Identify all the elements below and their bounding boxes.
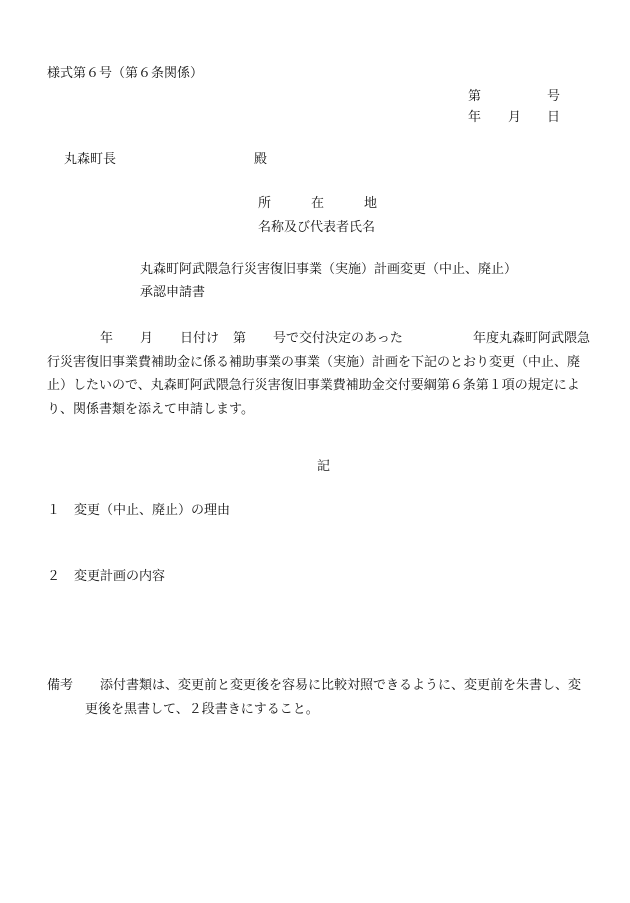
remarks-line-1 [47, 679, 581, 692]
body-line-2: 行災害復旧事業費補助金に係る補助事業の事業（実施）計画を下記のとおり変更（中止、廃 [47, 354, 581, 370]
body-fiscal-year: 年度丸森町阿武隈急 [473, 331, 591, 346]
date-month: 月 [508, 110, 522, 125]
body-line-3: 止）したいので、丸森町阿武隈急行災害復旧事業費補助金交付要綱第６条第１項の規定によ [47, 378, 580, 393]
body-date-label: 日付け [180, 331, 220, 346]
remarks-line-2: 更後を黒書して、２段書きにすること。 [85, 702, 319, 717]
item-2 [47, 570, 165, 583]
doc-number-prefix: 第 [468, 89, 482, 104]
remarks-label: 備考 [47, 678, 74, 693]
addressee-honorific: 殿 [254, 152, 268, 167]
form-number: 様式第６号（第６条関係） [47, 66, 204, 81]
addressee-name: 丸森町長 [64, 152, 117, 167]
body-line-4: り、関係書類を添えて申請します。 [47, 401, 254, 417]
date-year: 年 [468, 110, 482, 125]
document-title-line-2: 承認申請書 [140, 285, 206, 300]
applicant-name-label: 名称及び代表者氏名 [258, 220, 376, 235]
location-char-3: 地 [364, 196, 378, 211]
item-1-number: １ [47, 503, 61, 518]
body-year: 年 [100, 331, 114, 346]
body-line-1 [47, 327, 603, 351]
item-2-number: ２ [47, 569, 61, 584]
addressee [64, 152, 268, 167]
document-title-line-1: 丸森町阿武隈急行災害復旧事業（実施）計画変更（中止、廃止） [140, 262, 518, 277]
application-body [47, 327, 603, 421]
location-char-1: 所 [258, 196, 272, 211]
remarks-text-1: 添付書類は、変更前と変更後を容易に比較対照できるように、変更前を朱書し、変 [100, 678, 582, 693]
body-number-prefix: 第 [233, 331, 247, 346]
location-char-2: 在 [311, 196, 325, 211]
date-day: 日 [547, 110, 561, 125]
body-month: 月 [140, 331, 154, 346]
item-1 [47, 504, 230, 517]
ki-heading: 記 [317, 459, 331, 474]
body-grant-decision: 号で交付決定のあった [273, 331, 403, 346]
item-2-text: 変更計画の内容 [74, 569, 166, 584]
doc-number-suffix: 号 [547, 89, 561, 104]
item-1-text: 変更（中止、廃止）の理由 [74, 503, 231, 518]
